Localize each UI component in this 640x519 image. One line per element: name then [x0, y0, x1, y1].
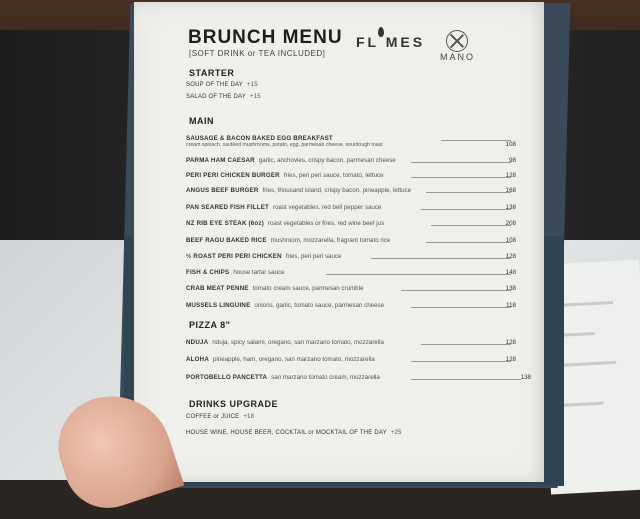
item-price: 148: [505, 269, 516, 276]
item-description: cream spinach, sautéed mushrooms, potato, egg, parmesan cheese, sourdough toast: [186, 142, 383, 148]
section-main: MAIN: [189, 116, 214, 126]
item-price: 98: [509, 157, 516, 164]
item-name: ½ ROAST PERI PERI CHICKEN: [186, 253, 282, 260]
menu-item: [186, 374, 531, 384]
item-price: 108: [505, 141, 516, 148]
item-name: PARMA HAM CAESAR: [186, 157, 255, 164]
menu-item: [186, 220, 516, 230]
menu-item: [186, 414, 254, 420]
item-price: 128: [505, 253, 516, 260]
item-price: 128: [505, 339, 516, 346]
menu-item: [186, 204, 516, 214]
item-price: 128: [505, 356, 516, 363]
item-description: san marzano tomato cream, mozzarella: [271, 374, 380, 381]
mano-logo-icon: [446, 30, 468, 52]
item-price: 108: [505, 237, 516, 244]
item-description: nduja, spicy salami, oregano, san marzano tomato, mozzarella: [212, 339, 384, 346]
item-description: fries, peri peri sauce, tomato, lettuce: [283, 172, 384, 179]
item-price: 208: [505, 220, 516, 227]
menu-subtitle: [SOFT DRINK or TEA INCLUDED]: [189, 49, 326, 58]
item-name: SAUSAGE & BACON BAKED EGG BREAKFAST: [186, 135, 333, 142]
item-name: SALAD OF THE DAY: [186, 94, 246, 100]
item-name: ALOHA: [186, 356, 209, 363]
item-description: roast vegetables, red bell pepper sauce: [273, 204, 382, 211]
menu-item: [186, 285, 516, 295]
leader-dots: [411, 361, 511, 362]
item-name: HOUSE WINE, HOUSE BEER, COCKTAIL or MOCKTAIL OF THE DAY: [186, 430, 387, 436]
item-price: 138: [505, 285, 516, 292]
item-description: mushroom, mozzarella, fragrant tomato rice: [270, 237, 391, 244]
item-name: ANGUS BEEF BURGER: [186, 187, 259, 194]
menu-item: [186, 237, 516, 247]
leader-dots: [411, 307, 511, 308]
section-drinks: DRINKS UPGRADE: [189, 399, 279, 409]
item-name: NZ RIB EYE STEAK (6oz): [186, 220, 264, 227]
section-starter: STARTER: [189, 68, 235, 78]
item-name: CRAB MEAT PENNE: [186, 285, 249, 292]
leader-dots: [411, 162, 511, 163]
leader-dots: [411, 177, 511, 178]
item-price: +18: [243, 414, 255, 420]
item-description: pineapple, ham, oregano, san marzano tomato, mozzarella: [213, 356, 375, 363]
menu-item: [186, 302, 516, 312]
item-name: PAN SEARED FISH FILLET: [186, 204, 270, 211]
menu-title: BRUNCH MENU: [188, 27, 343, 48]
item-price: 168: [505, 187, 516, 194]
item-description: fries, peri peri sauce: [285, 253, 342, 260]
menu-item: [186, 253, 516, 263]
leader-dots: [426, 242, 511, 243]
leader-dots: [441, 140, 511, 141]
brunch-menu-card: [134, 2, 544, 482]
item-description: garlic, anchovies, crispy bacon, parmesan cheese: [258, 157, 396, 164]
menu-item: [186, 269, 516, 279]
item-description: fries, thousand island, crispy bacon, pineapple, lettuce: [262, 187, 412, 194]
item-description: roast vegetables or fries, red wine beef jus: [267, 220, 385, 227]
item-description: house tartar sauce: [233, 269, 285, 276]
section-pizza: PIZZA 8": [189, 320, 231, 330]
item-description: onions, garlic, tomato sauce, parmesan cheese: [254, 302, 385, 309]
item-price: 138: [505, 204, 516, 211]
leader-dots: [371, 258, 511, 259]
leader-dots: [411, 379, 521, 380]
item-price: +15: [247, 82, 258, 88]
item-price: 138: [520, 374, 531, 381]
menu-item: [186, 172, 516, 182]
leader-dots: [421, 209, 511, 210]
item-name: SOUP OF THE DAY: [186, 82, 244, 88]
leader-dots: [431, 225, 511, 226]
item-price: 128: [505, 172, 516, 179]
item-name: MUSSELS LINGUINE: [186, 302, 251, 309]
item-name: BEEF RAGU BAKED RICE: [186, 237, 267, 244]
leader-dots: [421, 344, 511, 345]
menu-item: [186, 82, 258, 88]
leader-dots: [326, 274, 511, 275]
menu-item: [186, 157, 516, 167]
menu-item: [186, 187, 516, 197]
flames-logo: FL MES: [356, 34, 426, 50]
item-name: COFFEE or JUICE: [186, 414, 240, 420]
mano-logo: MANO: [440, 52, 475, 62]
menu-item: [186, 356, 516, 366]
leader-dots: [401, 290, 511, 291]
item-name: PERI PERI CHICKEN BURGER: [186, 172, 280, 179]
menu-item: [186, 94, 261, 100]
menu-item: [186, 339, 516, 349]
menu-item: [186, 430, 402, 436]
item-description: tomato cream sauce, parmesan crumble: [252, 285, 364, 292]
item-name: NDUJA: [186, 339, 209, 346]
item-price: +25: [390, 430, 402, 436]
item-price: +15: [250, 94, 261, 100]
item-name: FISH & CHIPS: [186, 269, 230, 276]
item-price: 118: [506, 302, 516, 309]
leader-dots: [426, 192, 511, 193]
item-name: PORTOBELLO PANCETTA: [186, 374, 268, 381]
